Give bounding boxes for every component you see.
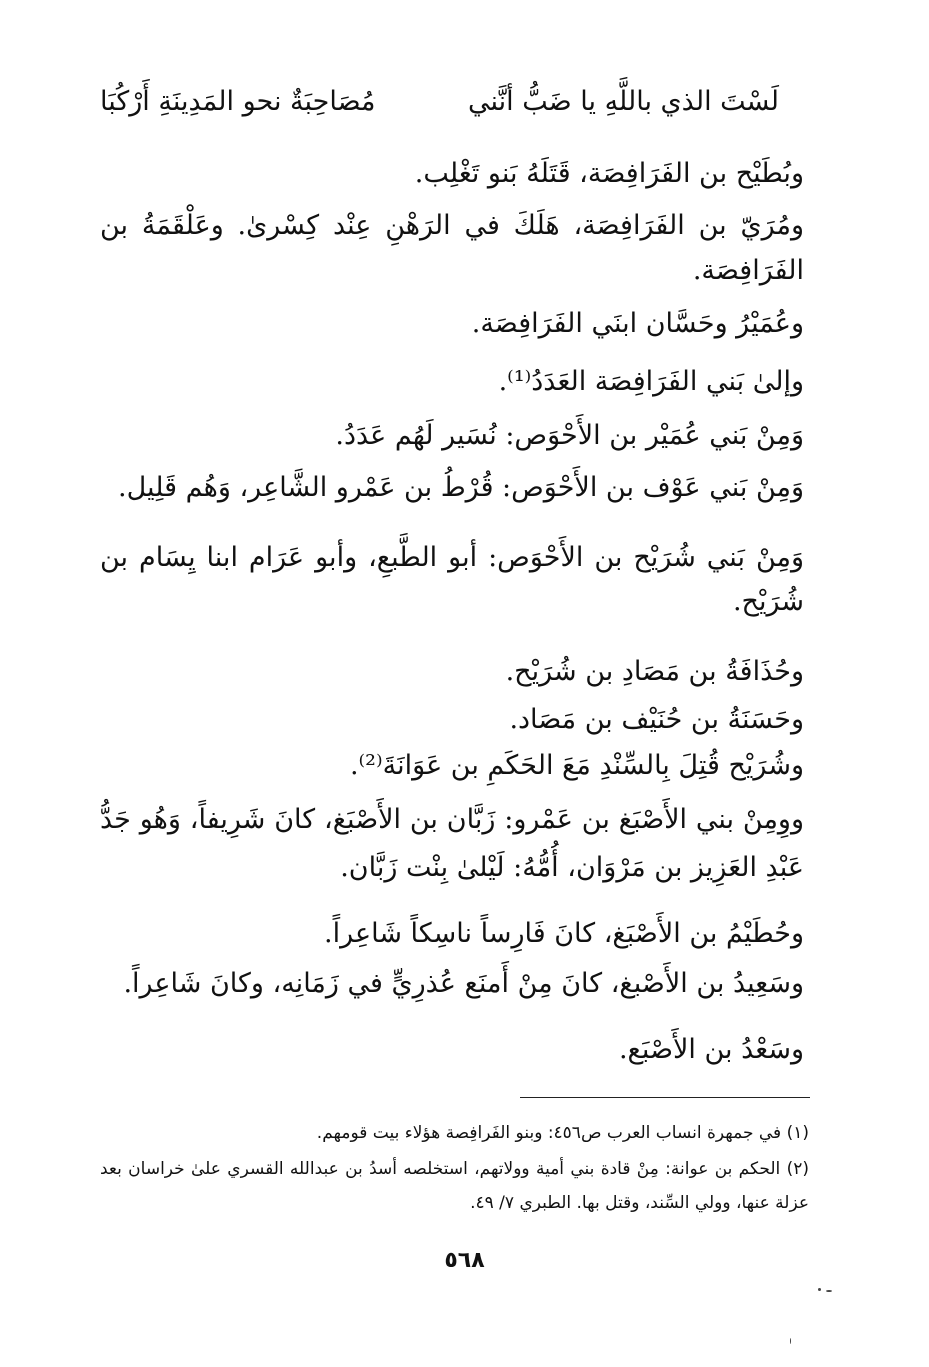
poem-verse [100,82,779,122]
scan-speck [826,1290,832,1292]
entry-line: وَمِنْ بَني شُرَيْح بن الأَحْوَص: أبو الطَّبعِ، وأبو عَرَام ابنا يِسَام بن [100,542,804,573]
entry-line: وحُطَيْمُ بن الأَصْبَغ، كانَ فَارِساً ناسِكاً شَاعِراً. [324,918,804,949]
entry-line: وسَعِيدُ بن الأَصْبغ، كانَ مِنْ أَمنَع عُذرِيٍّ في زَمَانِه، وكانَ شَاعِراً. [123,968,804,999]
scan-speck [818,1288,821,1291]
entry-line: وعُمَيْرُ وحَسَّان ابنَي الفَرَافِصَة. [471,308,804,339]
scan-speck [790,1338,791,1344]
footnote-1: (١) في جمهرة انساب العرب ص٤٥٦: وبنو الفَرافِصة هؤلاء بيت قومهم. [316,1123,809,1143]
entry-line: شُرَيْح. [732,586,804,617]
footnote-2: (٢) الحكم بن عوانة: مِنْ قادة بني أمية وولاتهم، استخلصه أسدُ بن عبدالله القسري علىٰ خراسان بعد [100,1159,809,1179]
verse-second-hemistich: مُصَاحِبَةٌ نحو المَدِينَةِ أَرْكُبَا [100,86,376,117]
entry-line: عَبْدِ العَزِيز بن مَرْوَان، أُمُّهُ: لَيْلىٰ بِنْت زَبَّان. [340,852,804,883]
entry-line: وَمِنْ بَني عُمَيْر بن الأَحْوَص: نُسَير لَهُم عَدَدُ. [335,420,804,451]
entry-line: وإلىٰ بَني الفَرَافِصَة العَدَدُ⁽¹⁾. [498,366,804,397]
page-number: ٥٦٨ [444,1248,485,1273]
footnote-2-continued: عزلة عنها، وولي السِّند، وقتل بها. الطبري ٧/ ٤٩. [470,1193,809,1213]
footnote-divider [520,1097,810,1098]
entry-line: الفَرَافِصَة. [692,255,804,286]
entry-line: وحُذَافَةُ بن مَصَادِ بن شُرَيْح. [505,656,804,687]
entry-line: وسَعْدُ بن الأَصْبَع. [618,1034,804,1065]
entry-line: ووِمِنْ بني الأَصْبَغ بن عَمْرو: زَبَّان بن الأَصْبَغ، كانَ شَرِيفاً، وَهُو جَدُّ [100,804,804,835]
entry-line: وحَسَنَةُ بن حُنَيْف بن مَصَاد. [509,704,804,735]
verse-first-hemistich: لَسْتَ الذي باللَّهِ يا ضَبُّ أنَّني [467,86,779,117]
entry-line: وَمِنْ بَني عَوْف بن الأَحْوَص: قُرْطُ بن عَمْرو الشَّاعِر، وَهُم قَلِيل. [118,472,804,503]
entry-line: ومُرَيّ بن الفَرَافِصَة، هَلَكَ في الرَهْنِ عِنْد كِسْرىٰ. وعَلْقَمَةُ بن [100,210,804,241]
entry-line: وبُطَيْح بن الفَرَافِصَة، قَتَلَهُ بَنو تَغْلِب. [414,158,804,189]
entry-line: وشُرَيْح قُتِلَ بِالسِّنْدِ مَعَ الحَكَمِ بن عَوَانَةَ⁽²⁾. [349,750,804,781]
